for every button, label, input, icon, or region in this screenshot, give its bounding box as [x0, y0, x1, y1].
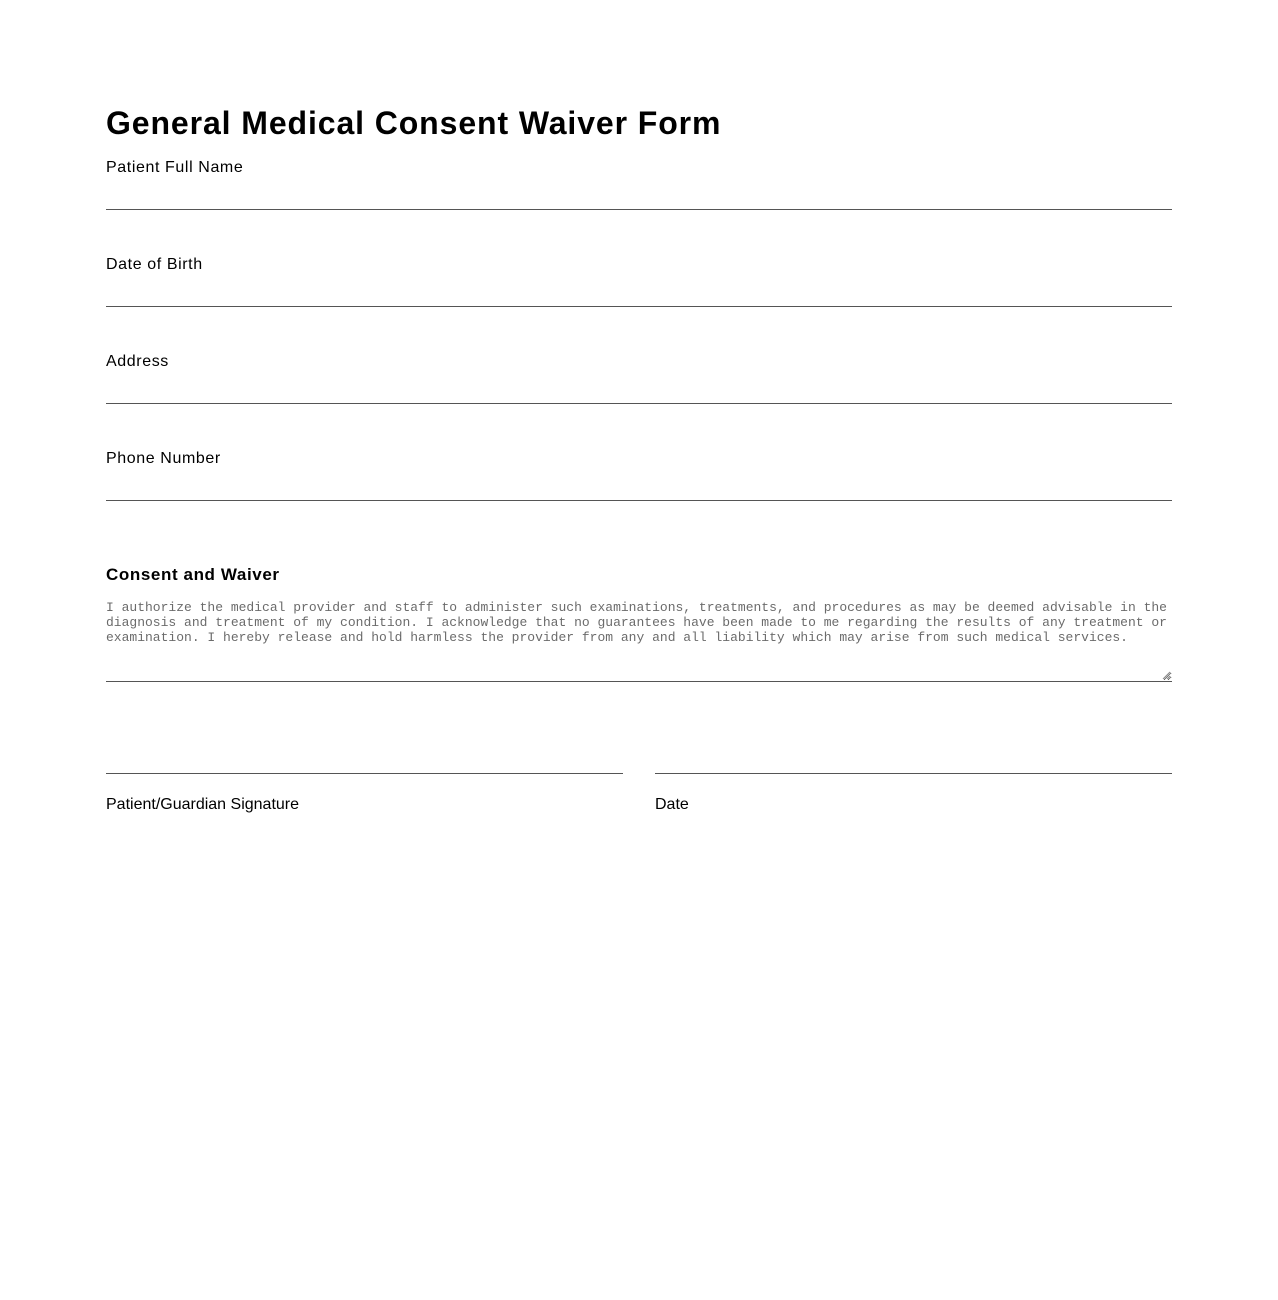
patient-name-input[interactable] — [106, 184, 1172, 210]
date-of-birth-label: Date of Birth — [106, 256, 203, 273]
signature-label: Patient/Guardian Signature — [106, 796, 300, 813]
patient-name-label: Patient Full Name — [106, 159, 244, 176]
signature-date-label: Date — [655, 796, 689, 813]
address-label: Address — [106, 353, 169, 370]
signature-date-line[interactable] — [655, 773, 1172, 774]
date-of-birth-input[interactable] — [106, 281, 1172, 307]
phone-number-input[interactable] — [106, 475, 1172, 501]
consent-heading: Consent and Waiver — [106, 565, 280, 584]
phone-number-label: Phone Number — [106, 450, 221, 467]
signature-line[interactable] — [106, 773, 623, 774]
address-input[interactable] — [106, 378, 1172, 404]
consent-waiver-textarea[interactable] — [106, 600, 1172, 682]
resize-grip-icon[interactable] — [1161, 670, 1171, 680]
page-title: General Medical Consent Waiver Form — [106, 105, 722, 141]
